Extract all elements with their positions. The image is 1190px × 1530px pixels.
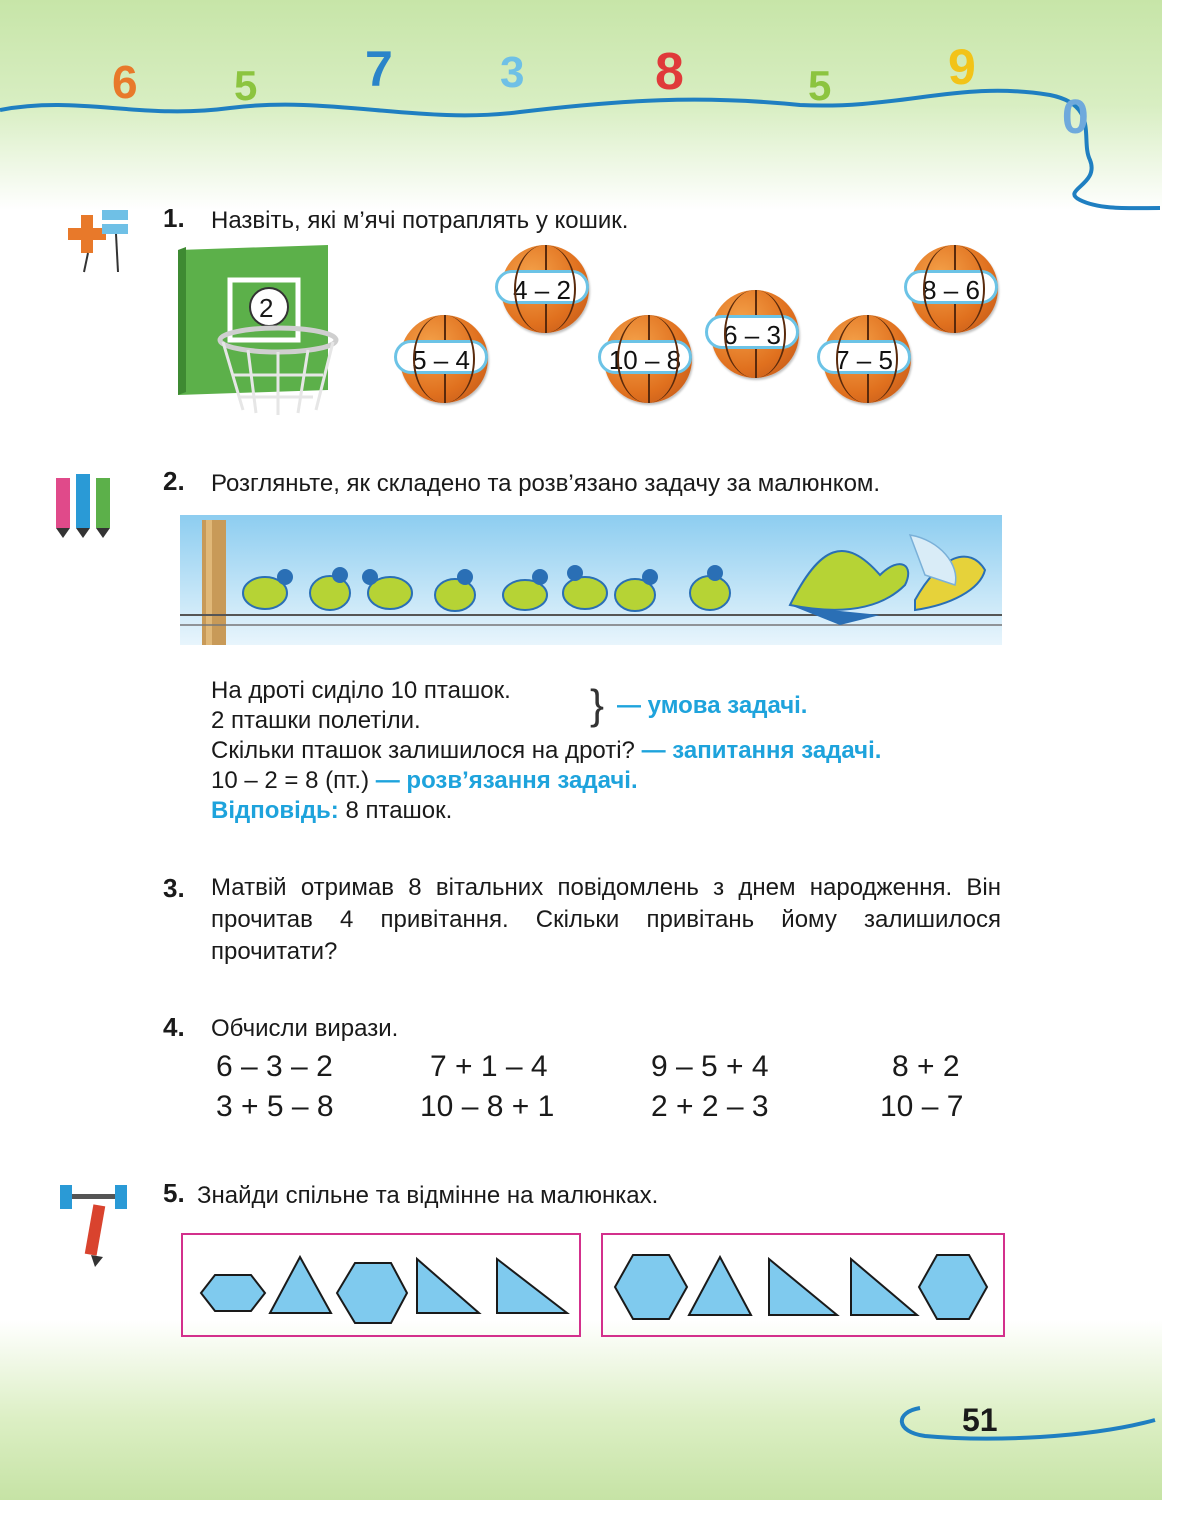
task-1-title: Назвіть, які м’ячі потраплять у кошик. xyxy=(211,207,629,234)
task-3-text: Матвій отримав 8 вітальних повідомлень з днем народження. Він прочитав 4 привітання. Скільки привітань йому залишилося прочитати? xyxy=(211,874,1001,965)
expression-1-1: 6 – 3 – 2 xyxy=(216,1050,333,1083)
weightlifter-mascot-icon xyxy=(55,1175,135,1267)
brace-icon: } xyxy=(590,681,605,728)
task-1-number: 1. xyxy=(163,203,185,233)
ball-5[interactable]: 7 – 5 xyxy=(823,315,911,403)
pencils-mascot-icon xyxy=(44,470,126,540)
condition-label: — умова задачі xyxy=(617,692,801,719)
expression-2-4: 10 – 7 xyxy=(880,1090,964,1123)
hexagon-shape-icon xyxy=(201,1275,265,1311)
problem-line-4: 10 – 2 = 8 (пт.) — розв’язання задачі. xyxy=(211,767,638,794)
ball-1[interactable]: 5 – 4 xyxy=(400,315,488,403)
hexagon-shape-icon xyxy=(919,1255,987,1319)
expression-2-3: 2 + 2 – 3 xyxy=(651,1090,769,1123)
birds-on-wire-illustration xyxy=(180,515,1002,645)
ball-4[interactable]: 6 – 3 xyxy=(711,290,799,378)
solution-label: — розв’язання задачі xyxy=(375,767,631,794)
task-5-number: 5. xyxy=(163,1178,185,1208)
header-wave xyxy=(0,0,1190,220)
digit-character-5b-icon: 5 xyxy=(808,62,832,109)
shapes-box-left xyxy=(181,1233,581,1337)
triangle-shape-icon xyxy=(270,1257,331,1313)
ball-3[interactable]: 10 – 8 xyxy=(604,315,692,403)
problem-line-1: На дроті сиділо 10 пташок. xyxy=(211,677,511,704)
digit-character-6-icon: 6 xyxy=(112,56,138,108)
right-triangle-shape-icon xyxy=(497,1259,567,1313)
digit-character-8-icon: 8 xyxy=(655,43,684,101)
task-2-number: 2. xyxy=(163,466,185,496)
expression-2-2: 10 – 8 + 1 xyxy=(420,1090,555,1123)
digit-character-7-icon: 7 xyxy=(365,41,393,97)
digit-character-9-icon: 9 xyxy=(948,39,976,95)
task-5-title: Знайди спільне та відмінне на малюнках. xyxy=(197,1182,659,1209)
answer-label: Відповідь: xyxy=(211,797,339,824)
answer-value: 8 пташок. xyxy=(345,797,453,824)
shapes-box-right xyxy=(601,1233,1005,1337)
task-3-number: 3. xyxy=(163,873,185,903)
problem-line-2: 2 пташки полетіли. xyxy=(211,707,421,734)
hexagon-shape-icon xyxy=(615,1255,687,1319)
problem-line-3: Скільки пташок залишилося на дроті? — запитання задачі. xyxy=(211,737,882,764)
ball-6[interactable]: 8 – 6 xyxy=(910,245,998,333)
digit-character-5-icon: 5 xyxy=(234,62,258,109)
expression-1-2: 7 + 1 – 4 xyxy=(430,1050,548,1083)
plus-minus-mascot-icon xyxy=(58,200,138,275)
basket-number: 2 xyxy=(259,293,274,323)
right-triangle-shape-icon xyxy=(769,1259,837,1315)
triangle-shape-icon xyxy=(689,1257,751,1315)
ball-2[interactable]: 4 – 2 xyxy=(501,245,589,333)
digit-character-0-icon: 0 xyxy=(1062,91,1089,144)
task-2-title: Розгляньте, як складено та розв’язано задачу за малюнком. xyxy=(211,470,881,497)
right-triangle-shape-icon xyxy=(417,1259,479,1313)
right-triangle-shape-icon xyxy=(851,1259,917,1315)
hexagon-shape-icon xyxy=(337,1263,407,1323)
expression-1-3: 9 – 5 + 4 xyxy=(651,1050,769,1083)
task-4-title: Обчисли вирази. xyxy=(211,1015,399,1042)
expression-2-1: 3 + 5 – 8 xyxy=(216,1090,334,1123)
task-4-number: 4. xyxy=(163,1012,185,1042)
page-margin xyxy=(1162,0,1190,1530)
expression-1-4: 8 + 2 xyxy=(892,1050,960,1083)
page-number: 51 xyxy=(962,1402,998,1438)
question-label: — запитання задачі xyxy=(641,737,875,764)
basketball-hoop xyxy=(178,245,348,425)
digit-character-3-icon: 3 xyxy=(500,48,525,97)
page-number-swoosh xyxy=(890,1398,1162,1448)
answer-line xyxy=(211,796,881,826)
